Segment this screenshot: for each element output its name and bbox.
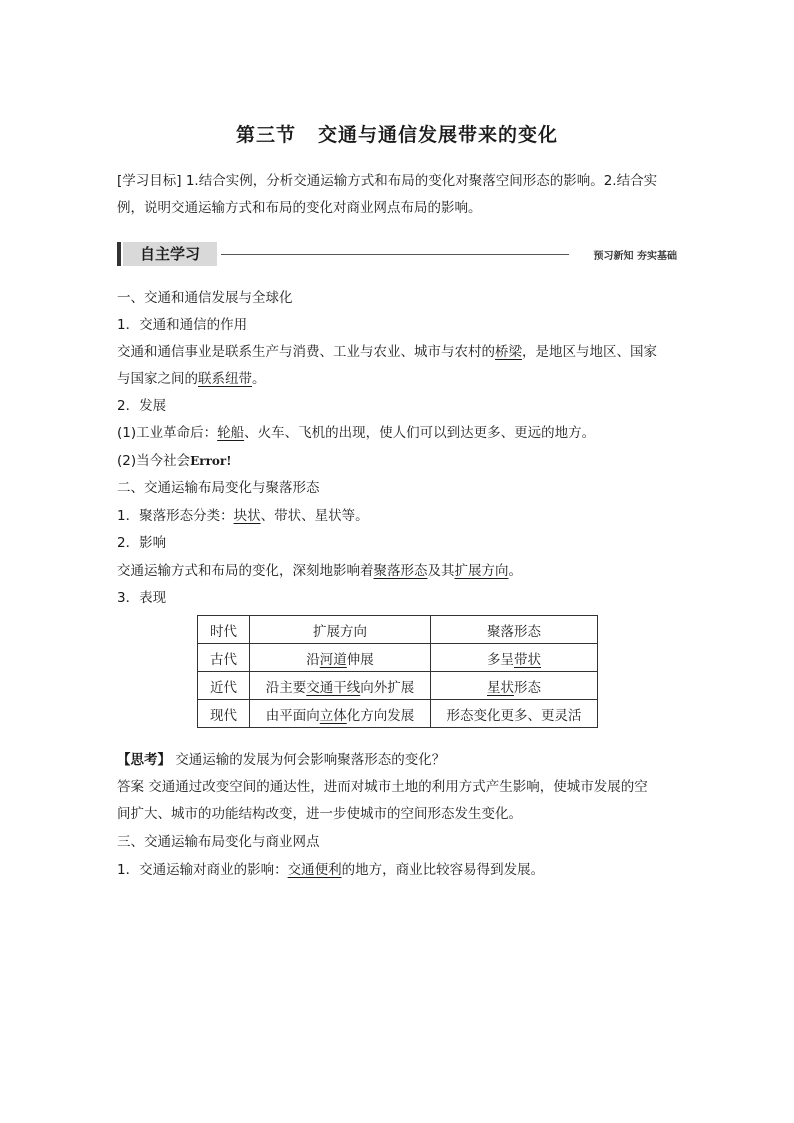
table-cell-direction (250, 700, 431, 728)
text: 。 (252, 371, 266, 387)
section-2-heading: 二、交通运输布局变化与聚落形态 (117, 480, 320, 496)
blank-answer: 星状 (487, 679, 514, 696)
text: 沿 (306, 651, 320, 668)
think-question-text: 交通运输的发展为何会影响聚落形态的变化？ (175, 752, 446, 768)
text: 、带状、星状等。 (260, 508, 369, 524)
table-cell-era: 古代 (198, 644, 250, 672)
think-answer (117, 774, 679, 828)
objectives-label: [学习目标] (117, 173, 182, 189)
table-cell-form (431, 644, 598, 672)
blank-answer: 联系纽带 (198, 371, 252, 387)
blank-answer: 带状 (514, 651, 541, 668)
blank-answer: 聚落形态 (373, 563, 428, 579)
text: 与国家之间的 (117, 371, 198, 387)
table-cell-era: 现代 (198, 700, 250, 728)
text: 向外扩展 (360, 679, 415, 696)
title-section-number: 第三节 (235, 124, 296, 146)
text: 1．聚落形态分类： (117, 508, 234, 524)
text: 1．交通运输对商业的影响： (117, 862, 288, 878)
text: 多呈 (487, 651, 514, 668)
section-2-sub-2: 2．影响 (117, 535, 167, 551)
settlement-types (117, 506, 369, 526)
table-cell-era: 近代 (198, 672, 250, 700)
blank-answer: 河道 (319, 651, 347, 668)
blank-answer: 扩展方向 (454, 563, 509, 579)
text: 伸展 (346, 651, 374, 668)
section-3-heading: 三、交通运输布局变化与商业网点 (117, 834, 320, 850)
table-header: 时代 (198, 616, 250, 644)
section-1-heading: 一、交通和通信发展与全球化 (117, 290, 293, 306)
think-question (117, 750, 445, 770)
development-item-1 (117, 423, 595, 443)
text: (1)工业革命后： (117, 425, 218, 441)
text: 交通和通信事业是联系生产与消费、工业与农业、城市与农村的 (117, 344, 495, 360)
banner-subtitle: 预习新知 夯实基础 (593, 251, 677, 262)
blank-answer: 交通便利 (287, 862, 342, 878)
text: 形态 (514, 679, 541, 696)
table-row (198, 700, 598, 728)
objectives-text-2: 例，说明交通运输方式和布局的变化对商业网点布局的影响。 (117, 200, 482, 216)
table-row (198, 644, 598, 672)
settlement-table (197, 615, 598, 728)
blank-answer: 块状 (233, 508, 261, 524)
table-cell-direction (250, 672, 431, 700)
banner-label: 自主学习 (123, 242, 217, 266)
blank-answer: 轮船 (217, 425, 245, 441)
text: (2)当今社会 (117, 453, 191, 469)
section-1-sub-1: 1．交通和通信的作用 (117, 317, 248, 333)
table-header: 聚落形态 (431, 616, 598, 644)
banner-rule (221, 254, 569, 255)
text: 的地方，商业比较容易得到发展。 (341, 862, 545, 878)
answer-text-1: 交通通过改变空间的通达性，进而对城市土地的利用方式产生影响，使城市发展的空 (148, 779, 648, 795)
page-title (0, 120, 794, 147)
text: 形态变化更多、更灵活 (446, 707, 582, 724)
text: ，是地区与地区、国家 (522, 344, 657, 360)
text: 。 (508, 563, 522, 579)
table-header: 扩展方向 (250, 616, 431, 644)
text: 化方向发展 (346, 707, 415, 724)
blank-answer: 桥梁 (495, 344, 522, 360)
blank-answer: 交通干线 (306, 679, 361, 696)
error-field: Error! (190, 454, 232, 468)
development-item-2 (117, 451, 232, 471)
table-cell-form (431, 700, 598, 728)
blank-answer: 立体 (319, 707, 347, 724)
influence-paragraph (117, 561, 522, 581)
think-label: 【思考】 (117, 752, 171, 768)
section-1-paragraph (117, 339, 679, 393)
answer-label: 答案 (117, 779, 144, 795)
table-header-row (198, 616, 598, 644)
title-text: 交通与通信发展带来的变化 (318, 124, 559, 146)
table-row (198, 672, 598, 700)
table-cell-direction (250, 644, 431, 672)
commerce-influence (117, 860, 544, 880)
text: 沿主要 (265, 679, 307, 696)
section-banner (117, 242, 679, 266)
text: 、火车、飞机的出现，使人们可以到达更多、更远的地方。 (244, 425, 596, 441)
text: 及其 (427, 563, 455, 579)
table-cell-form (431, 672, 598, 700)
objectives-text-1: 1.结合实例，分析交通运输方式和布局的变化对聚落空间形态的影响。2.结合实 (185, 173, 658, 189)
text: 交通运输方式和布局的变化，深刻地影响着 (117, 563, 374, 579)
banner-bar (117, 242, 121, 266)
text: 由平面向 (265, 707, 320, 724)
section-1-sub-2: 2．发展 (117, 398, 167, 414)
section-2-sub-3: 3．表现 (117, 590, 167, 606)
answer-text-2: 间扩大、城市的功能结构改变，进一步使城市的空间形态发生变化。 (117, 806, 522, 822)
learning-objectives (117, 168, 679, 222)
